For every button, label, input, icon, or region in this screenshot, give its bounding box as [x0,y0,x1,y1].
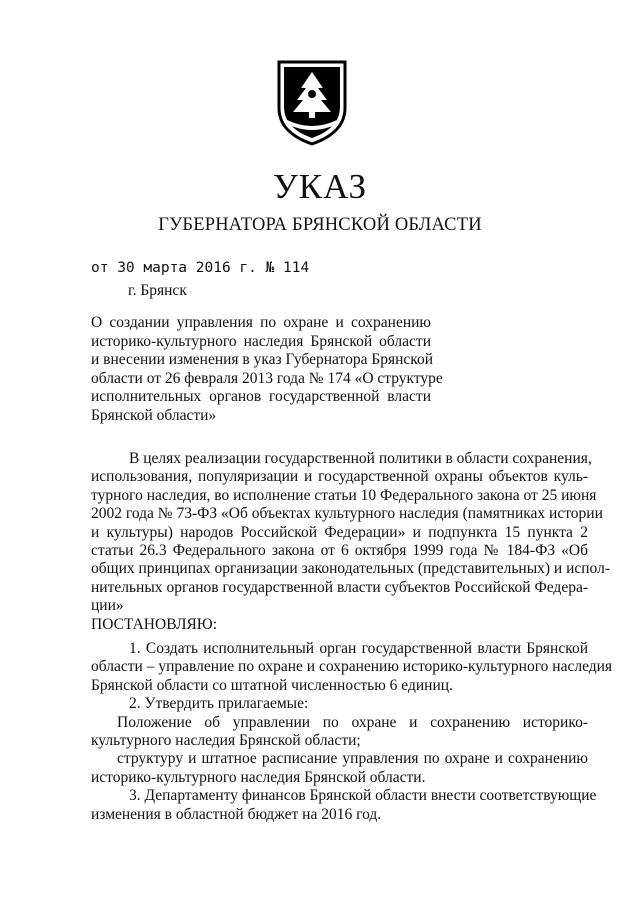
item2b-line: структуру и штатное расписание управления по охране и сохранению [117,750,588,768]
preamble-paragraph [91,450,610,634]
decree-date-number: от 30 марта 2016 г. № 114 [91,260,310,276]
item2a-line: Положение об управлении по охране и сохранению историко- [117,713,588,731]
decree-word: ПОСТАНОВЛЯЮ: [91,615,218,633]
subject-line: историко-культурного наследия Брянской области [91,332,431,350]
item2-heading: 2. Утвердить прилагаемые: [129,695,309,713]
preamble-line: 2002 года № 73-ФЗ «Об объектах культурного наследия (памятниках истории [91,505,603,523]
item2a-line: культурного наследия Брянской области; [91,732,361,750]
subject-line: и внесении изменения в указ Губернатора Брянской [91,351,434,369]
preamble-line: использования, популяризации и государственной охраны объектов куль- [91,468,588,486]
subject-line: Брянской области» [91,406,217,424]
coat-of-arms-icon [273,58,351,146]
decree-items [91,640,613,824]
decree-city: г. Брянск [128,282,187,299]
item1-line: области – управление по охране и сохранению историко-культурного наследия [91,658,613,676]
document-subtitle: ГУБЕРНАТОРА БРЯНСКОЙ ОБЛАСТИ [158,215,482,235]
subject-line: исполнительных органов государственной власти [91,388,431,406]
subject-line: области от 26 февраля 2013 года № 174 «О структуре [91,369,443,387]
subject-line: О создании управления по охране и сохранению [91,314,431,331]
preamble-line: и культуры) народов Российской Федерации» и подпункта 15 пункта 2 [91,523,588,541]
item3-line: изменения в областной бюджет на 2016 год. [91,805,382,823]
preamble-line: В целях реализации государственной политики в области сохранения, [129,450,592,467]
item1-line: Брянской области со штатной численностью 6 единиц. [91,676,453,694]
item2b-line: историко-культурного наследия Брянской области. [91,768,426,786]
document-title: УКАЗ [272,167,368,206]
decree-subject [91,314,443,426]
preamble-line: нительных органов государственной власти субъектов Российской Федера- [91,578,588,596]
preamble-line: турного наследия, во исполнение статьи 10 Федерального закона от 25 июня [91,486,597,504]
preamble-line: общих принципах организации законодательных (представительных) и испол- [91,560,610,578]
item3-line: 3. Департаменту финансов Брянской области внести соответствующие [129,787,597,805]
preamble-line: ции» [91,597,124,615]
item1-line: 1. Создать исполнительный орган государственной власти Брянской [129,640,588,657]
preamble-line: статьи 26.3 Федерального закона от 6 октября 1999 года № 184-ФЗ «Об [91,542,588,560]
